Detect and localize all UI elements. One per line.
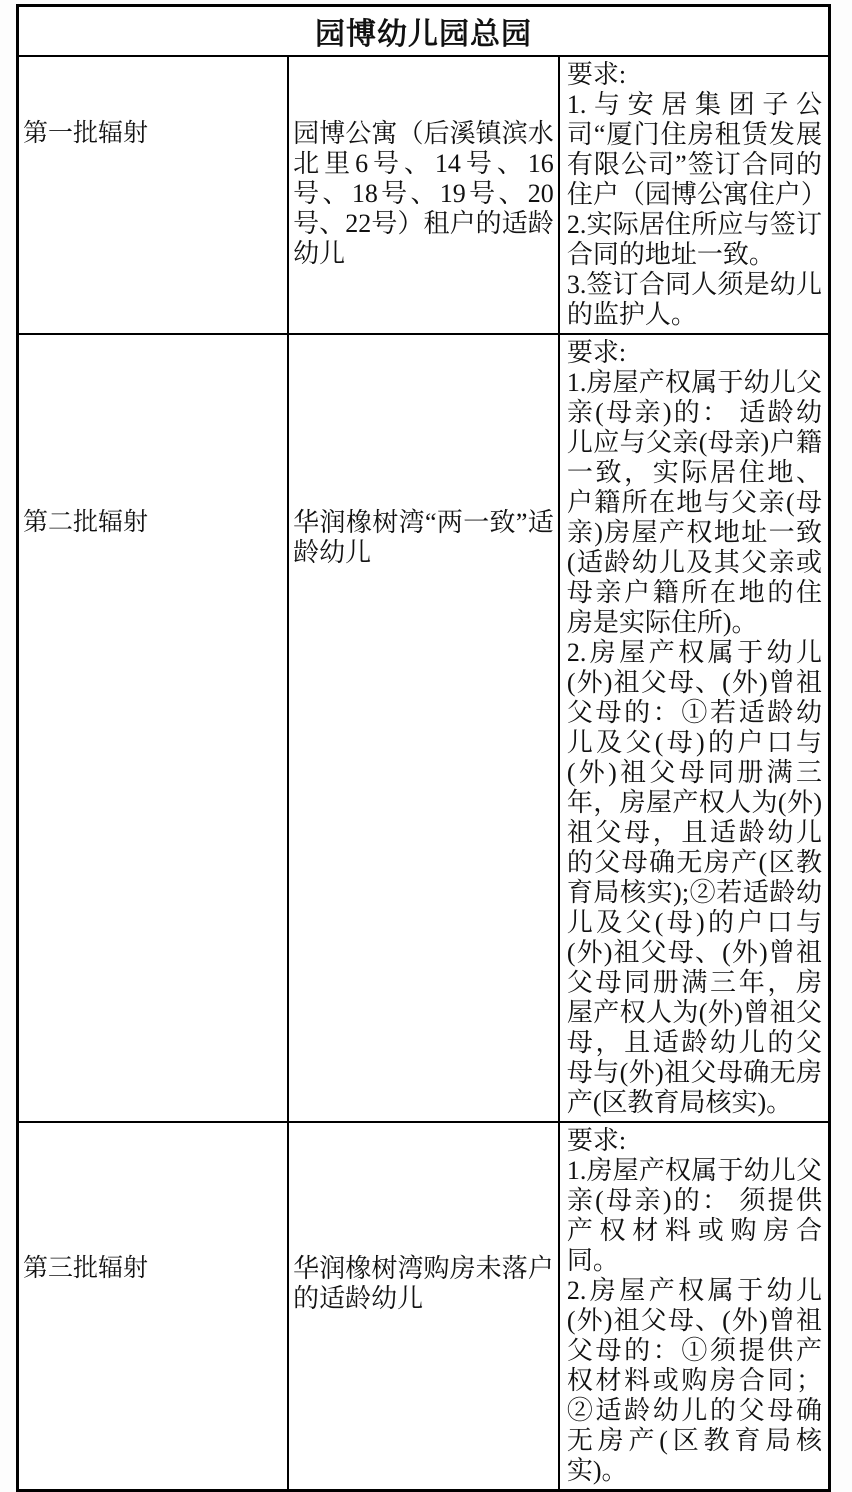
- requirement-item: 1.房屋产权属于幼儿父亲(母亲)的： 适龄幼儿应与父亲(母亲)户籍一致，实际居住地、户籍所在地与父亲(母亲)房屋产权地址一致(适龄幼儿及其父亲或母亲户籍所在地的住房是实际住所)。: [566, 368, 822, 637]
- requirement-item: 2.房屋产权属于幼儿(外)祖父母、(外)曾祖父母的：①若适龄幼儿及父(母)的户口与(外)祖父母同册满三年，房屋产权人为(外)祖父母，且适龄幼儿的父母确无房产(区教育局核实);②若适龄幼儿及父(母)的户口与(外)祖父母、(外)曾祖父母同册满三年，房屋产权人为(外)曾祖父母，且适龄幼儿的父母与(外)祖父母确无房产(区教育局核实)。: [566, 638, 822, 1117]
- requirement-item: 2.实际居住所应与签订合同的地址一致。: [566, 210, 822, 269]
- requirements-label: 要求:: [566, 60, 627, 89]
- requirement-item: 1.房屋产权属于幼儿父亲(母亲)的： 须提供产权材料或购房合同。: [566, 1156, 822, 1275]
- batch-1-scope-cell: 园博公寓（后溪镇滨水北里6号、14号、16号、18号、19号、20号、22号）租户的适龄幼儿: [288, 56, 559, 334]
- batch-1-requirements-cell: [559, 56, 830, 334]
- batch-3-requirements-cell: [559, 1122, 830, 1491]
- batch-2-requirements-cell: [559, 334, 830, 1122]
- requirement-item: 3.签订合同人须是幼儿的监护人。: [566, 270, 822, 329]
- kindergarten-admission-table: [16, 4, 831, 1492]
- requirement-item: 1.与安居集团子公司“厦门住房租赁发展有限公司”签订合同的住户（园博公寓住户）: [566, 90, 827, 209]
- batch-2-scope-cell: 华润橡树湾“两一致”适龄幼儿: [288, 334, 559, 1122]
- table-row-batch-3: [18, 1122, 830, 1491]
- requirements-label: 要求:: [566, 1126, 627, 1155]
- batch-3-scope-cell: 华润橡树湾购房未落户的适龄幼儿: [288, 1122, 559, 1491]
- batch-2-label-cell: 第二批辐射: [18, 334, 289, 1122]
- requirements-label: 要求:: [566, 338, 627, 367]
- table-row-batch-2: [18, 334, 830, 1122]
- header-row: [18, 6, 830, 57]
- table-row-batch-1: [18, 56, 830, 334]
- table-title: 园博幼儿园总园: [18, 6, 830, 57]
- batch-3-label-cell: 第三批辐射: [18, 1122, 289, 1491]
- requirement-item: 2.房屋产权属于幼儿(外)祖父母、(外)曾祖父母的：①须提供产权材料或购房合同；②适龄幼儿的父母确无房产(区教育局核实)。: [566, 1276, 822, 1485]
- batch-1-label-cell: 第一批辐射: [18, 56, 289, 334]
- document-page: [16, 4, 831, 1492]
